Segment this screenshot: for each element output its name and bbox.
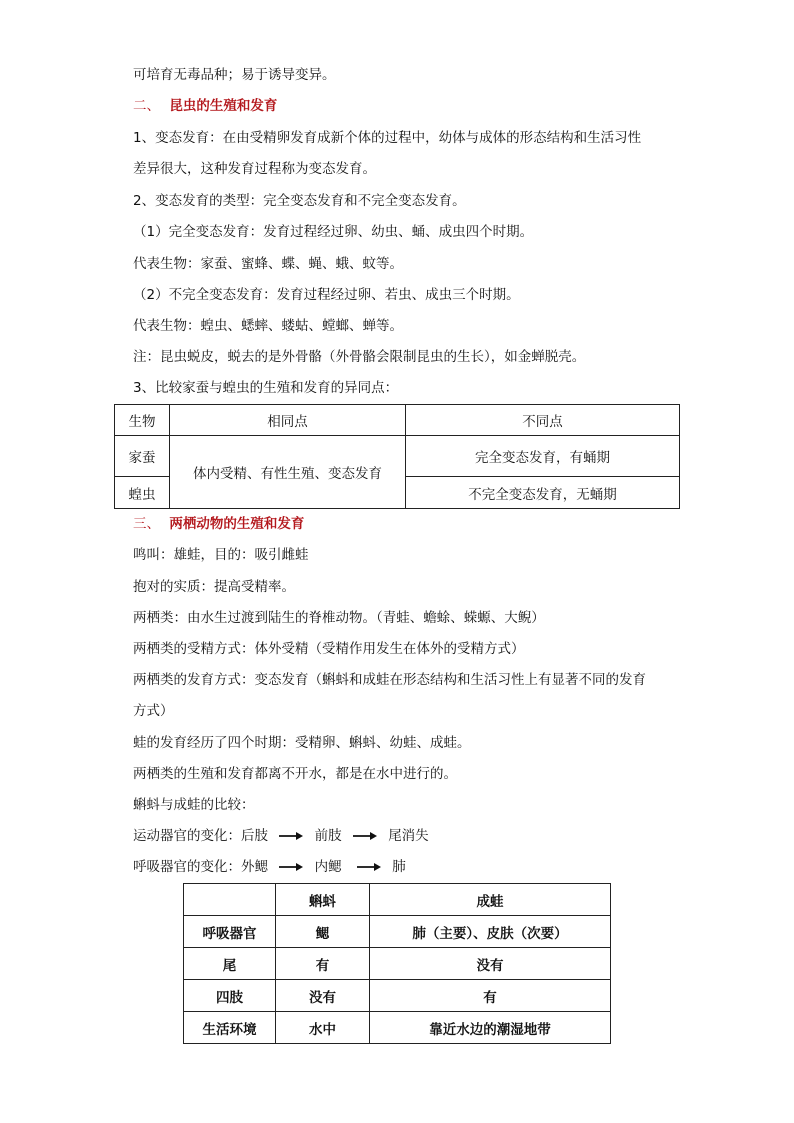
tadpole-cell: 水中 — [276, 1012, 370, 1044]
text-line: （2）不完全变态发育：发育过程经过卵、若虫、成虫三个时期。 — [133, 287, 520, 303]
text-line: 两栖类的受精方式：体外受精（受精作用发生在体外的受精方式） — [133, 641, 525, 657]
header-same: 相同点 — [170, 405, 406, 436]
row-label: 生活环境 — [184, 1012, 276, 1044]
heading-number: 三、 — [133, 516, 160, 532]
cell-locust: 蝗虫 — [115, 477, 170, 509]
section-heading-insects — [133, 97, 277, 115]
table-row — [184, 916, 611, 948]
heading-text: 昆虫的生殖和发育 — [169, 98, 278, 114]
tadpole-frog-table — [183, 883, 611, 1044]
heading-text: 两栖动物的生殖和发育 — [169, 516, 305, 532]
insect-comparison-table — [114, 404, 680, 509]
text-line: 注：昆虫蜕皮，蜕去的是外骨骼（外骨骼会限制昆虫的生长），如金蝉脱壳。 — [133, 349, 586, 365]
table-row — [184, 1012, 611, 1044]
motion-organ-line — [133, 827, 429, 845]
text-line: 2、变态发育的类型：完全变态发育和不完全变态发育。 — [133, 193, 466, 209]
cell-silkworm-diff: 完全变态发育，有蛹期 — [406, 436, 680, 477]
text-line: 蛙的发育经历了四个时期：受精卵、蝌蚪、幼蛙、成蛙。 — [133, 735, 471, 751]
row-label: 呼吸器官 — [184, 916, 276, 948]
text-line: 代表生物：蝗虫、蟋蟀、蝼蛄、螳螂、蝉等。 — [133, 318, 403, 334]
motion-step-3: 尾消失 — [388, 828, 429, 844]
resp-step-2: 内鳃 — [314, 859, 342, 875]
tadpole-cell: 有 — [276, 948, 370, 980]
tadpole-cell: 鳃 — [276, 916, 370, 948]
cell-same: 体内受精、有性生殖、变态发育 — [170, 436, 406, 509]
heading-number: 二、 — [133, 98, 160, 114]
frog-cell: 肺（主要）、皮肤（次要） — [370, 916, 611, 948]
header-empty — [184, 884, 276, 916]
header-organism: 生物 — [115, 405, 170, 436]
tadpole-cell: 没有 — [276, 980, 370, 1012]
header-frog: 成蛙 — [370, 884, 611, 916]
respiratory-organ-line — [133, 858, 406, 876]
arrow-right-icon — [352, 831, 378, 841]
header-tadpole: 蝌蚪 — [276, 884, 370, 916]
text-line: 两栖类的生殖和发育都离不开水，都是在水中进行的。 — [133, 766, 457, 782]
text-line: 差异很大，这种发育过程称为变态发育。 — [133, 161, 376, 177]
text-line: 1、变态发育：在由受精卵发育成新个体的过程中，幼体与成体的形态结构和生活习性 — [133, 130, 642, 146]
text-line: 代表生物：家蚕、蜜蜂、蝶、蝇、蛾、蚊等。 — [133, 256, 403, 272]
table-row — [184, 948, 611, 980]
text-line: 方式） — [133, 703, 174, 719]
text-line: 抱对的实质：提高受精率。 — [133, 579, 295, 595]
motion-step-2: 前肢 — [314, 828, 342, 844]
text-line: 3、比较家蚕与蝗虫的生殖和发育的异同点： — [133, 380, 399, 396]
arrow-right-icon — [278, 862, 304, 872]
text-line: （1）完全变态发育：发育过程经过卵、幼虫、蛹、成虫四个时期。 — [133, 224, 534, 240]
text-line: 两栖类：由水生过渡到陆生的脊椎动物。（青蛙、蟾蜍、蝾螈、大鲵） — [133, 610, 545, 626]
row-label: 尾 — [184, 948, 276, 980]
resp-step-3: 肺 — [392, 859, 406, 875]
resp-label: 呼吸器官的变化：外鳃 — [133, 859, 268, 875]
table-row — [184, 980, 611, 1012]
arrow-right-icon — [356, 862, 382, 872]
arrow-right-icon — [278, 831, 304, 841]
row-label: 四肢 — [184, 980, 276, 1012]
header-diff: 不同点 — [406, 405, 680, 436]
frog-cell: 有 — [370, 980, 611, 1012]
cell-locust-diff: 不完全变态发育，无蛹期 — [406, 477, 680, 509]
text-line: 可培育无毒品种；易于诱导变异。 — [133, 67, 336, 83]
section-heading-amphibians — [133, 515, 304, 533]
frog-cell: 没有 — [370, 948, 611, 980]
frog-cell: 靠近水边的潮湿地带 — [370, 1012, 611, 1044]
text-line: 两栖类的发育方式：变态发育（蝌蚪和成蛙在形态结构和生活习性上有显著不同的发育 — [133, 672, 646, 688]
text-line: 鸣叫：雄蛙，目的：吸引雌蛙 — [133, 547, 309, 563]
cell-silkworm: 家蚕 — [115, 436, 170, 477]
text-line: 蝌蚪与成蛙的比较： — [133, 797, 255, 813]
motion-label: 运动器官的变化：后肢 — [133, 828, 268, 844]
